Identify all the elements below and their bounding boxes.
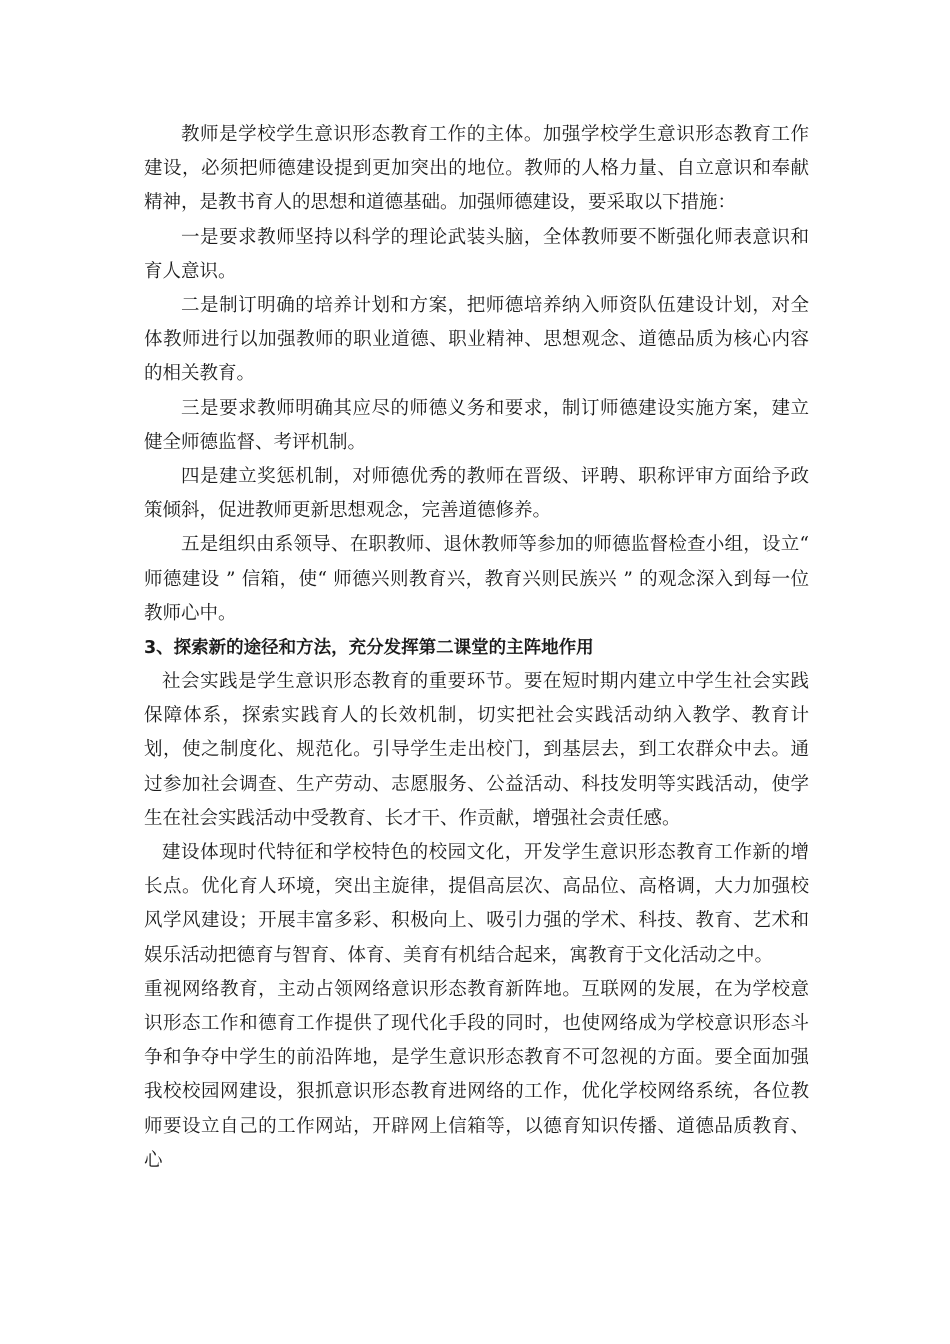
paragraph-social-practice: 社会实践是学生意识形态教育的重要环节。要在短时期内建立中学生社会实践保障体系，探索实践育人的长效机制，切实把社会实践活动纳入教学、教育计划，使之制度化、规范化。引导学生走出校门，到基层去，到工农群众中去。通过参加社会调查、生产劳动、志愿服务、公益活动、科技发明等实践活动，使学生在社会实践活动中受教育、长才干、作贡献，增强社会责任感。 [144,671,809,829]
paragraph-measure-5: 五是组织由系领导、在职教师、退休教师等参加的师德监督检查小组，设立“ 师德建设 ” 信箱，使“ 师德兴则教育兴，教育兴则民族兴 ” 的观念深入到每一位教师心中。 [144,534,809,624]
section-heading: 3、探索新的途径和方法，充分发挥第二课堂的主阵地作用 [144,638,594,659]
document-page [144,118,809,1178]
paragraph-network-education: 重视网络教育，主动占领网络意识形态教育新阵地。互联网的发展，在为学校意识形态工作和德育工作提供了现代化手段的同时，也使网络成为学校意识形态斗争和争夺中学生的前沿阵地，是学生意识形态教育不可忽视的方面。要全面加强我校校园网建设，狠抓意识形态教育进网络的工作，优化学校网络系统，各位教师要设立自己的工作网站，开辟网上信箱等，以德育知识传播、道德品质教育、心 [144,978,809,1171]
paragraph-measure-3: 三是要求教师明确其应尽的师德义务和要求，制订师德建设实施方案，建立健全师德监督、考评机制。 [144,397,809,453]
paragraph-measure-2: 二是制订明确的培养计划和方案，把师德培养纳入师资队伍建设计划，对全体教师进行以加强教师的职业道德、职业精神、思想观念、道德品质为核心内容的相关教育。 [144,295,809,385]
paragraph-measure-4: 四是建立奖惩机制，对师德优秀的教师在晋级、评聘、职称评审方面给予政策倾斜，促进教师更新思想观念，完善道德修养。 [144,466,809,522]
paragraph-measure-1: 一是要求教师坚持以科学的理论武装头脑，全体教师要不断强化师表意识和育人意识。 [144,226,809,282]
paragraph-campus-culture: 建设体现时代特征和学校特色的校园文化，开发学生意识形态教育工作新的增长点。优化育人环境，突出主旋律，提倡高层次、高品位、高格调，大力加强校风学风建设；开展丰富多彩、积极向上、吸引力强的学术、科技、教育、艺术和娱乐活动把德育与智育、体育、美育有机结合起来，寓教育于文化活动之中。 [144,842,809,966]
paragraph-teacher-subject: 教师是学校学生意识形态教育工作的主体。加强学校学生意识形态教育工作建设，必须把师德建设提到更加突出的地位。教师的人格力量、自立意识和奉献精神，是教书育人的思想和道德基础。加强师德建设，要采取以下措施： [144,124,809,214]
